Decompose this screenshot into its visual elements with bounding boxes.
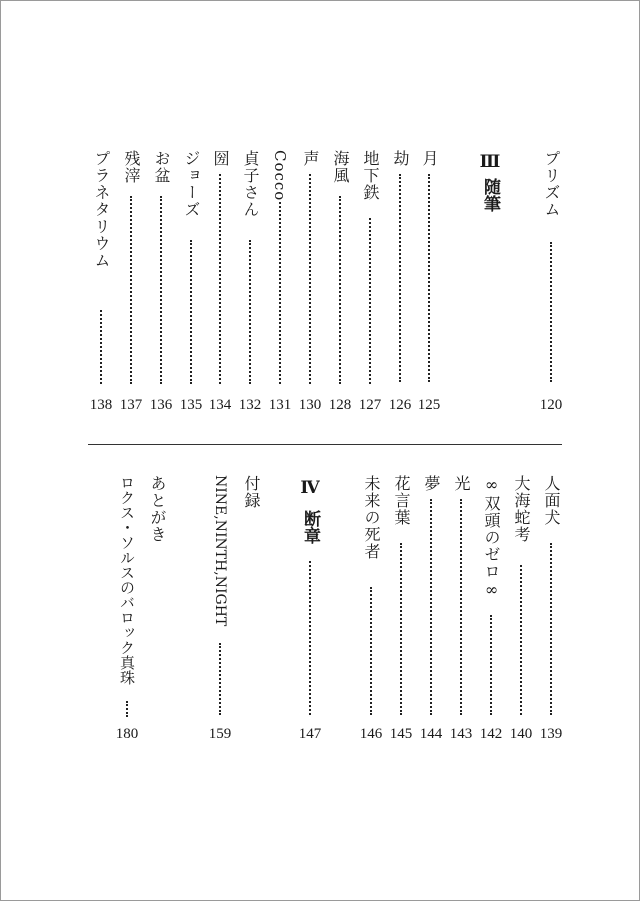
- section-numeral-4: Ⅳ: [300, 478, 320, 498]
- leader-dots: [430, 499, 432, 715]
- toc-entry-page: 130: [298, 397, 322, 413]
- toc-entry[interactable]: [209, 150, 231, 415]
- toc-entry-title: 夢: [422, 475, 441, 492]
- toc-entry-title: Cocco: [271, 150, 289, 202]
- toc-entry-page: 138: [89, 397, 113, 413]
- toc-entry[interactable]: [390, 475, 412, 745]
- toc-entry-title: ジョーズ: [182, 150, 201, 218]
- afterword-text: あとがき: [148, 475, 167, 543]
- toc-entry-page: 143: [449, 726, 473, 742]
- toc-entry[interactable]: [269, 150, 291, 415]
- leader-dots: [190, 240, 192, 384]
- leader-dots: [460, 499, 462, 715]
- toc-entry-title: 大海蛇考: [512, 475, 531, 543]
- section-title-3: 随筆: [480, 178, 500, 212]
- toc-entry-page: 128: [328, 397, 352, 413]
- leader-dots: [400, 543, 402, 715]
- toc-entry-page: 127: [358, 397, 382, 413]
- leader-dots: [428, 174, 430, 382]
- section-title-4: 断章: [300, 510, 320, 544]
- section-page-entry[interactable]: [299, 475, 321, 745]
- toc-entry[interactable]: [120, 150, 142, 415]
- toc-entry[interactable]: [389, 150, 411, 415]
- leader-dots: [130, 196, 132, 384]
- leader-dots: [219, 643, 221, 715]
- leader-dots: [520, 565, 522, 715]
- leader-dots: [550, 242, 552, 382]
- toc-entry[interactable]: [150, 150, 172, 415]
- leader-dots: [100, 310, 102, 384]
- toc-entry[interactable]: [480, 475, 502, 745]
- leader-dots: [160, 196, 162, 384]
- toc-entry-title: ∞双頭のゼロ∞: [482, 475, 501, 600]
- toc-entry[interactable]: [299, 150, 321, 415]
- toc-entry-title: 月: [420, 150, 439, 167]
- leader-dots: [249, 240, 251, 384]
- leader-dots: [279, 202, 281, 384]
- toc-entry[interactable]: [116, 475, 138, 745]
- toc-entry-page: 139: [539, 726, 563, 742]
- toc-entry-title: お盆: [152, 150, 171, 184]
- toc-entry-title: 人面犬: [542, 475, 561, 526]
- toc-entry[interactable]: [418, 150, 440, 415]
- leader-dots: [369, 218, 371, 384]
- toc-entry-page: 135: [179, 397, 203, 413]
- toc-entry[interactable]: [540, 150, 562, 415]
- leader-dots: [219, 174, 221, 384]
- leader-dots: [339, 196, 341, 384]
- section-divider: [88, 444, 562, 445]
- toc-entry-title: 地下鉄: [361, 150, 380, 201]
- toc-entry[interactable]: [540, 475, 562, 745]
- leader-dots: [399, 174, 401, 382]
- leader-dots: [126, 701, 128, 717]
- toc-entry-title: プリズム: [542, 150, 561, 218]
- toc-entry-page: 125: [417, 397, 441, 413]
- toc-entry-page: 134: [208, 397, 232, 413]
- toc-entry-title: 花言葉: [392, 475, 411, 526]
- toc-entry-page: 131: [268, 397, 292, 413]
- toc-entry[interactable]: [329, 150, 351, 415]
- toc-entry[interactable]: [239, 150, 261, 415]
- toc-entry[interactable]: [359, 150, 381, 415]
- toc-entry[interactable]: [420, 475, 442, 745]
- toc-entry-page: 140: [509, 726, 533, 742]
- toc-entry-page: 145: [389, 726, 413, 742]
- toc-entry-page: 147: [298, 726, 322, 742]
- appendix-label: [240, 475, 262, 535]
- toc-entry-title: 海風: [331, 150, 350, 184]
- leader-dots: [309, 174, 311, 384]
- leader-dots: [490, 615, 492, 715]
- toc-entry-title: 光: [452, 475, 471, 492]
- afterword-label: [146, 475, 168, 575]
- toc-entry-title: 貞子さん: [241, 150, 260, 218]
- toc-entry[interactable]: [90, 150, 112, 415]
- toc-entry-title: 未来の死者: [362, 475, 381, 560]
- toc-entry-page: 137: [119, 397, 143, 413]
- toc-entry-title: 圀: [211, 150, 230, 167]
- toc-entry-page: 120: [539, 397, 563, 413]
- leader-dots: [309, 561, 311, 715]
- toc-entry-title: 残滓: [122, 150, 141, 184]
- toc-entry-page: 180: [115, 726, 139, 742]
- toc-entry-title: 劫: [391, 150, 410, 167]
- toc-entry-page: 142: [479, 726, 503, 742]
- toc-entry-page: 126: [388, 397, 412, 413]
- toc-entry[interactable]: [180, 150, 202, 415]
- toc-entry[interactable]: [209, 475, 231, 745]
- toc-entry-page: 146: [359, 726, 383, 742]
- toc-entry-title: 声: [301, 150, 320, 167]
- toc-entry-page: 136: [149, 397, 173, 413]
- toc-entry-title: ロクス・ソルスのバロック真珠: [118, 475, 136, 685]
- section-numeral: Ⅲ: [480, 152, 500, 172]
- toc-entry-title: NINE,NINTH,NIGHT: [212, 475, 228, 627]
- toc-entry-page: 132: [238, 397, 262, 413]
- section-heading-3: [478, 152, 502, 172]
- appendix-label-text: 付録: [242, 475, 261, 509]
- toc-entry-title: プラネタリウム: [92, 150, 111, 269]
- toc-entry[interactable]: [450, 475, 472, 745]
- toc-entry[interactable]: [360, 475, 382, 745]
- toc-entry-page: 159: [208, 726, 232, 742]
- toc-entry-page: 144: [419, 726, 443, 742]
- leader-dots: [550, 543, 552, 715]
- toc-entry[interactable]: [510, 475, 532, 745]
- leader-dots: [370, 587, 372, 715]
